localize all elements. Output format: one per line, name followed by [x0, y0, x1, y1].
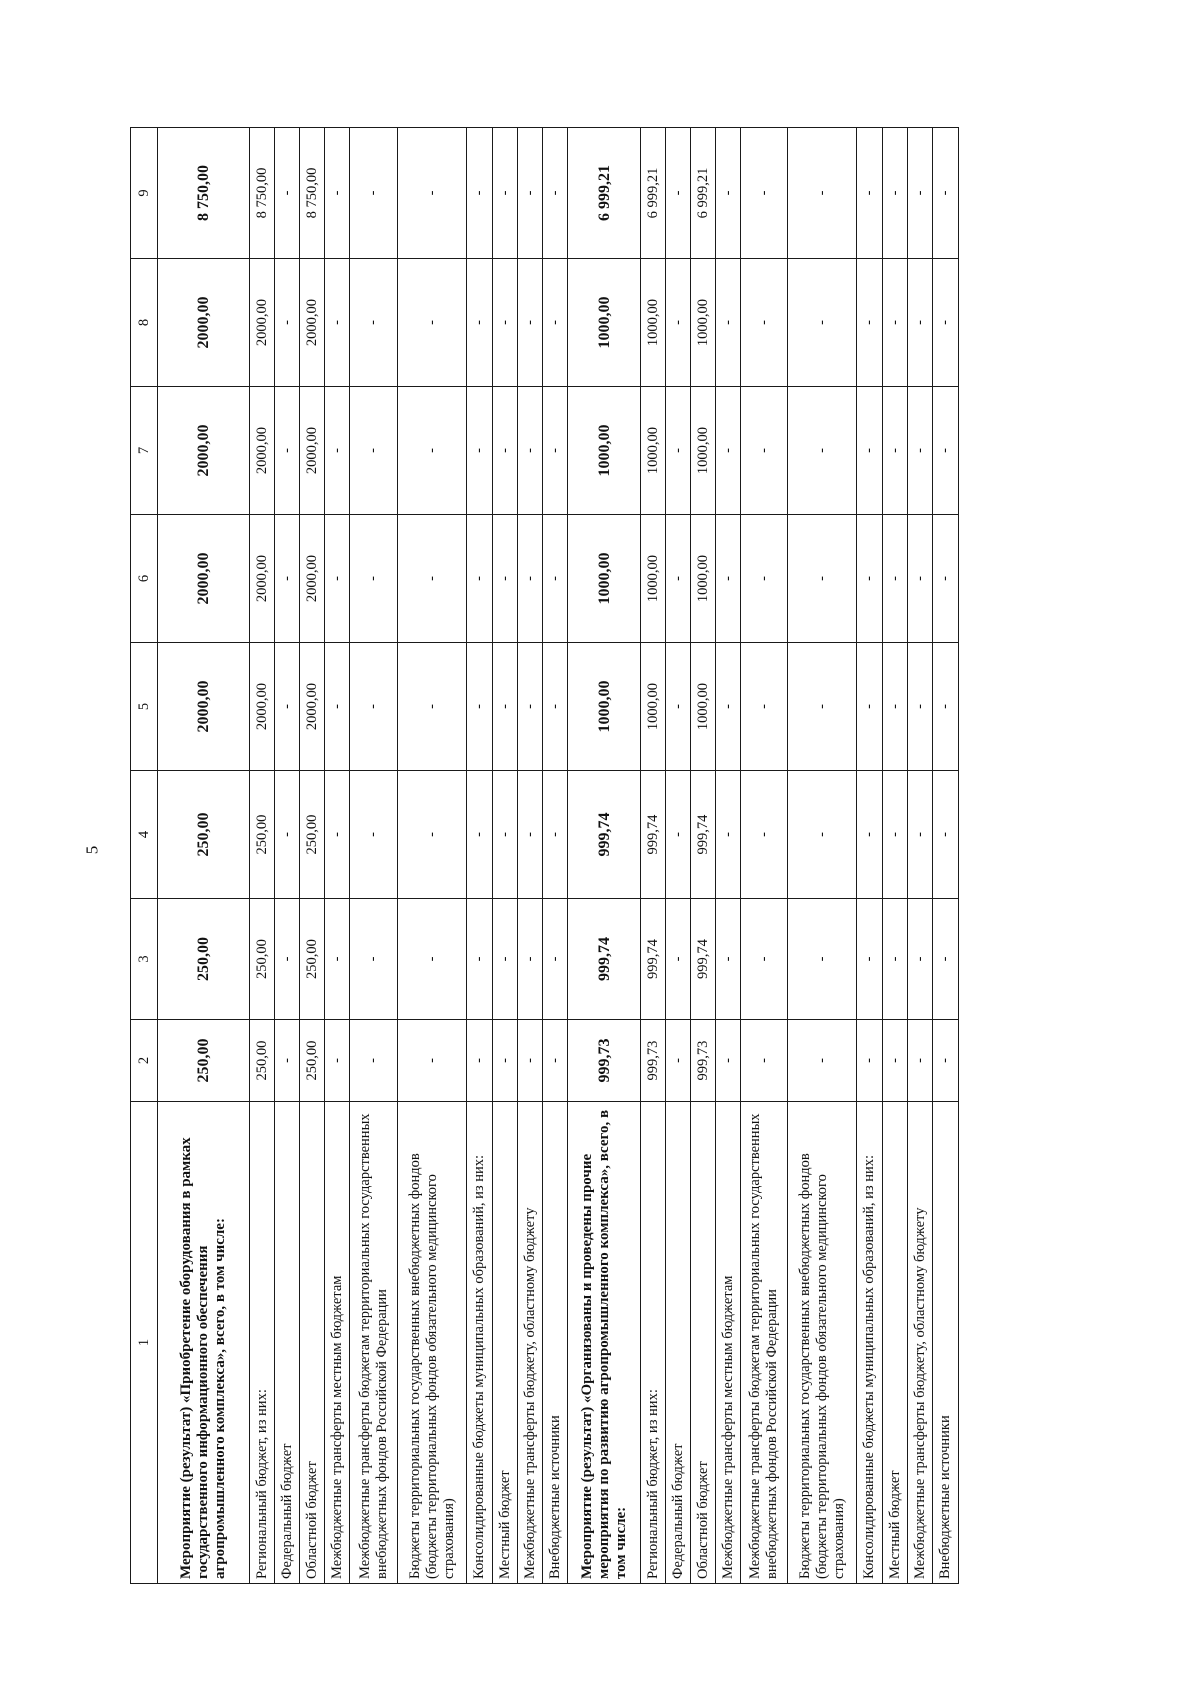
table-body: [158, 128, 959, 1584]
cell-value: -: [350, 259, 398, 387]
cell-value: -: [857, 1020, 883, 1102]
cell-value: -: [933, 515, 959, 643]
cell-value: -: [788, 1020, 857, 1102]
cell-value: -: [398, 771, 467, 899]
cell-value: 6 999,21: [568, 128, 641, 259]
cell-value: -: [908, 1020, 933, 1102]
cell-value: -: [857, 515, 883, 643]
table-row: [543, 128, 568, 1584]
cell-value: -: [493, 643, 518, 771]
cell-value: -: [788, 643, 857, 771]
row-label: Консолидированные бюджеты муниципальных образований, из них:: [857, 1102, 883, 1584]
cell-value: -: [666, 1020, 691, 1102]
cell-value: -: [716, 1020, 741, 1102]
cell-value: 1000,00: [691, 515, 716, 643]
cell-value: 250,00: [300, 771, 325, 899]
cell-value: 2000,00: [300, 643, 325, 771]
cell-value: 1000,00: [691, 643, 716, 771]
row-label: Федеральный бюджет: [666, 1102, 691, 1584]
column-header-9: 9: [131, 128, 158, 259]
table-row: [691, 128, 716, 1584]
cell-value: -: [275, 771, 300, 899]
cell-value: -: [788, 387, 857, 515]
cell-value: 250,00: [250, 899, 275, 1020]
row-label: Бюджеты территориальных государственных внебюджетных фондов (бюджеты территориальных фондов обязательного медицинского страхования): [398, 1102, 467, 1584]
table-row: [883, 128, 908, 1584]
cell-value: -: [857, 387, 883, 515]
cell-value: -: [883, 259, 908, 387]
cell-value: -: [350, 643, 398, 771]
table-row: [350, 128, 398, 1584]
cell-value: -: [543, 515, 568, 643]
cell-value: -: [857, 643, 883, 771]
cell-value: 8 750,00: [250, 128, 275, 259]
table-row: [788, 128, 857, 1584]
cell-value: -: [518, 1020, 543, 1102]
cell-value: -: [275, 899, 300, 1020]
row-label: Мероприятие (результат) «Организованы и проведены прочие мероприятия по развитию агропромышленного комплекса», всего, в том числе:: [568, 1102, 641, 1584]
cell-value: -: [275, 387, 300, 515]
cell-value: -: [883, 1020, 908, 1102]
cell-value: -: [493, 387, 518, 515]
cell-value: -: [325, 515, 350, 643]
cell-value: -: [716, 128, 741, 259]
cell-value: 999,73: [641, 1020, 666, 1102]
cell-value: -: [883, 387, 908, 515]
cell-value: -: [666, 515, 691, 643]
cell-value: -: [493, 1020, 518, 1102]
table-row: [857, 128, 883, 1584]
cell-value: 2000,00: [300, 387, 325, 515]
cell-value: 250,00: [158, 899, 250, 1020]
cell-value: -: [933, 899, 959, 1020]
cell-value: 999,74: [641, 771, 666, 899]
cell-value: -: [857, 128, 883, 259]
table-row: [493, 128, 518, 1584]
cell-value: -: [741, 128, 788, 259]
cell-value: -: [741, 643, 788, 771]
cell-value: -: [350, 899, 398, 1020]
cell-value: 1000,00: [568, 387, 641, 515]
cell-value: -: [518, 515, 543, 643]
cell-value: -: [741, 515, 788, 643]
cell-value: 999,74: [691, 899, 716, 1020]
cell-value: 2000,00: [250, 387, 275, 515]
cell-value: 1000,00: [691, 259, 716, 387]
cell-value: -: [493, 128, 518, 259]
cell-value: 1000,00: [641, 387, 666, 515]
table-row: [666, 128, 691, 1584]
cell-value: -: [716, 643, 741, 771]
row-label: Региональный бюджет, из них:: [250, 1102, 275, 1584]
cell-value: -: [325, 259, 350, 387]
cell-value: -: [741, 259, 788, 387]
cell-value: -: [908, 387, 933, 515]
cell-value: 2000,00: [250, 515, 275, 643]
cell-value: -: [325, 899, 350, 1020]
column-header-5: 5: [131, 643, 158, 771]
cell-value: -: [666, 259, 691, 387]
cell-value: -: [716, 387, 741, 515]
cell-value: -: [518, 899, 543, 1020]
cell-value: -: [518, 771, 543, 899]
cell-value: -: [908, 771, 933, 899]
cell-value: 999,74: [641, 899, 666, 1020]
cell-value: 1000,00: [641, 259, 666, 387]
row-label: Внебюджетные источники: [933, 1102, 959, 1584]
cell-value: -: [493, 515, 518, 643]
cell-value: -: [275, 1020, 300, 1102]
cell-value: -: [398, 515, 467, 643]
cell-value: 999,74: [691, 771, 716, 899]
cell-value: -: [666, 387, 691, 515]
table-row: [908, 128, 933, 1584]
table-row: [741, 128, 788, 1584]
cell-value: -: [933, 387, 959, 515]
row-label: Бюджеты территориальных государственных внебюджетных фондов (бюджеты территориальных фондов обязательного медицинского страхования): [788, 1102, 857, 1584]
cell-value: -: [398, 1020, 467, 1102]
row-label: Местный бюджет: [883, 1102, 908, 1584]
cell-value: -: [908, 643, 933, 771]
cell-value: -: [325, 128, 350, 259]
cell-value: -: [518, 128, 543, 259]
cell-value: -: [933, 643, 959, 771]
cell-value: -: [908, 259, 933, 387]
cell-value: 250,00: [250, 771, 275, 899]
cell-value: 250,00: [158, 771, 250, 899]
cell-value: 2000,00: [158, 643, 250, 771]
cell-value: -: [325, 771, 350, 899]
row-label: Областной бюджет: [300, 1102, 325, 1584]
cell-value: 2000,00: [158, 387, 250, 515]
table-row: [716, 128, 741, 1584]
column-header-8: 8: [131, 259, 158, 387]
cell-value: -: [543, 771, 568, 899]
cell-value: -: [325, 387, 350, 515]
cell-value: 6 999,21: [691, 128, 716, 259]
cell-value: -: [350, 128, 398, 259]
rotated-table-container: [130, 128, 1020, 1584]
cell-value: 1000,00: [691, 387, 716, 515]
table-row: [518, 128, 543, 1584]
cell-value: -: [908, 128, 933, 259]
cell-value: -: [741, 387, 788, 515]
cell-value: -: [857, 259, 883, 387]
table-row: [641, 128, 666, 1584]
column-header-3: 3: [131, 899, 158, 1020]
cell-value: -: [275, 643, 300, 771]
cell-value: -: [398, 387, 467, 515]
cell-value: -: [398, 899, 467, 1020]
cell-value: -: [275, 259, 300, 387]
cell-value: -: [666, 643, 691, 771]
cell-value: -: [908, 515, 933, 643]
column-header-4: 4: [131, 771, 158, 899]
row-label: Межбюджетные трансферты бюджету, областному бюджету: [908, 1102, 933, 1584]
cell-value: -: [666, 128, 691, 259]
cell-value: -: [350, 771, 398, 899]
cell-value: -: [467, 771, 493, 899]
cell-value: -: [883, 899, 908, 1020]
cell-value: 250,00: [300, 899, 325, 1020]
cell-value: -: [716, 899, 741, 1020]
cell-value: -: [543, 643, 568, 771]
cell-value: -: [933, 259, 959, 387]
cell-value: 2000,00: [158, 259, 250, 387]
cell-value: -: [325, 1020, 350, 1102]
cell-value: 999,74: [568, 899, 641, 1020]
row-label: Межбюджетные трансферты местным бюджетам: [716, 1102, 741, 1584]
column-header-2: 2: [131, 1020, 158, 1102]
cell-value: 6 999,21: [641, 128, 666, 259]
table-row: [933, 128, 959, 1584]
cell-value: -: [350, 1020, 398, 1102]
cell-value: 2000,00: [250, 643, 275, 771]
cell-value: -: [467, 1020, 493, 1102]
table-header-row: [131, 128, 158, 1584]
cell-value: -: [543, 1020, 568, 1102]
cell-value: -: [493, 259, 518, 387]
cell-value: 1000,00: [568, 259, 641, 387]
cell-value: -: [857, 899, 883, 1020]
page-number: 5: [82, 845, 102, 855]
row-label: Местный бюджет: [493, 1102, 518, 1584]
cell-value: 2000,00: [158, 515, 250, 643]
cell-value: -: [350, 387, 398, 515]
row-label: Консолидированные бюджеты муниципальных образований, из них:: [467, 1102, 493, 1584]
cell-value: 1000,00: [641, 643, 666, 771]
cell-value: -: [788, 259, 857, 387]
budget-table: [130, 127, 959, 1584]
cell-value: -: [883, 128, 908, 259]
row-label: Областной бюджет: [691, 1102, 716, 1584]
row-label: Федеральный бюджет: [275, 1102, 300, 1584]
cell-value: -: [741, 771, 788, 899]
cell-value: 8 750,00: [300, 128, 325, 259]
row-label: Межбюджетные трансферты бюджетам территориальных государственных внебюджетных фондов Российской Федерации: [741, 1102, 788, 1584]
cell-value: -: [788, 515, 857, 643]
table-row: [300, 128, 325, 1584]
table-row: [568, 128, 641, 1584]
cell-value: -: [325, 643, 350, 771]
table-row: [250, 128, 275, 1584]
cell-value: -: [467, 259, 493, 387]
cell-value: -: [518, 387, 543, 515]
row-label: Межбюджетные трансферты бюджетам территориальных государственных внебюджетных фондов Российской Федерации: [350, 1102, 398, 1584]
cell-value: -: [493, 899, 518, 1020]
table-row: [467, 128, 493, 1584]
column-header-7: 7: [131, 387, 158, 515]
cell-value: -: [467, 128, 493, 259]
cell-value: -: [398, 643, 467, 771]
cell-value: -: [666, 899, 691, 1020]
cell-value: -: [543, 899, 568, 1020]
cell-value: -: [908, 899, 933, 1020]
cell-value: -: [857, 771, 883, 899]
cell-value: 999,73: [691, 1020, 716, 1102]
cell-value: 8 750,00: [158, 128, 250, 259]
cell-value: -: [543, 387, 568, 515]
cell-value: -: [467, 515, 493, 643]
cell-value: -: [788, 771, 857, 899]
table-row: [398, 128, 467, 1584]
cell-value: 999,74: [568, 771, 641, 899]
table-row: [325, 128, 350, 1584]
cell-value: -: [883, 771, 908, 899]
cell-value: -: [933, 1020, 959, 1102]
cell-value: 2000,00: [300, 259, 325, 387]
cell-value: -: [883, 515, 908, 643]
cell-value: -: [788, 899, 857, 1020]
cell-value: -: [467, 643, 493, 771]
cell-value: -: [933, 771, 959, 899]
cell-value: -: [933, 128, 959, 259]
cell-value: -: [741, 899, 788, 1020]
cell-value: 250,00: [158, 1020, 250, 1102]
row-label: Внебюджетные источники: [543, 1102, 568, 1584]
cell-value: -: [716, 771, 741, 899]
cell-value: 1000,00: [568, 515, 641, 643]
column-header-6: 6: [131, 515, 158, 643]
row-label: Мероприятие (результат) «Приобретение оборудования в рамках государственного информационного обеспечения агропромышленного комплекса», всего, в том числе:: [158, 1102, 250, 1584]
row-label: Региональный бюджет, из них:: [641, 1102, 666, 1584]
column-header-1: 1: [131, 1102, 158, 1584]
cell-value: -: [716, 515, 741, 643]
table-row: [158, 128, 250, 1584]
table-row: [275, 128, 300, 1584]
cell-value: -: [543, 259, 568, 387]
cell-value: 2000,00: [250, 259, 275, 387]
cell-value: -: [467, 387, 493, 515]
cell-value: 1000,00: [568, 643, 641, 771]
cell-value: 250,00: [300, 1020, 325, 1102]
cell-value: -: [716, 259, 741, 387]
cell-value: -: [493, 771, 518, 899]
cell-value: -: [788, 128, 857, 259]
row-label: Межбюджетные трансферты местным бюджетам: [325, 1102, 350, 1584]
cell-value: 999,73: [568, 1020, 641, 1102]
cell-value: -: [543, 128, 568, 259]
cell-value: -: [518, 259, 543, 387]
cell-value: 2000,00: [300, 515, 325, 643]
cell-value: -: [518, 643, 543, 771]
cell-value: -: [398, 259, 467, 387]
cell-value: -: [467, 899, 493, 1020]
cell-value: 250,00: [250, 1020, 275, 1102]
row-label: Межбюджетные трансферты бюджету, областному бюджету: [518, 1102, 543, 1584]
cell-value: -: [666, 771, 691, 899]
cell-value: 1000,00: [641, 515, 666, 643]
cell-value: -: [741, 1020, 788, 1102]
cell-value: -: [275, 128, 300, 259]
cell-value: -: [275, 515, 300, 643]
cell-value: -: [350, 515, 398, 643]
cell-value: -: [398, 128, 467, 259]
cell-value: -: [883, 643, 908, 771]
